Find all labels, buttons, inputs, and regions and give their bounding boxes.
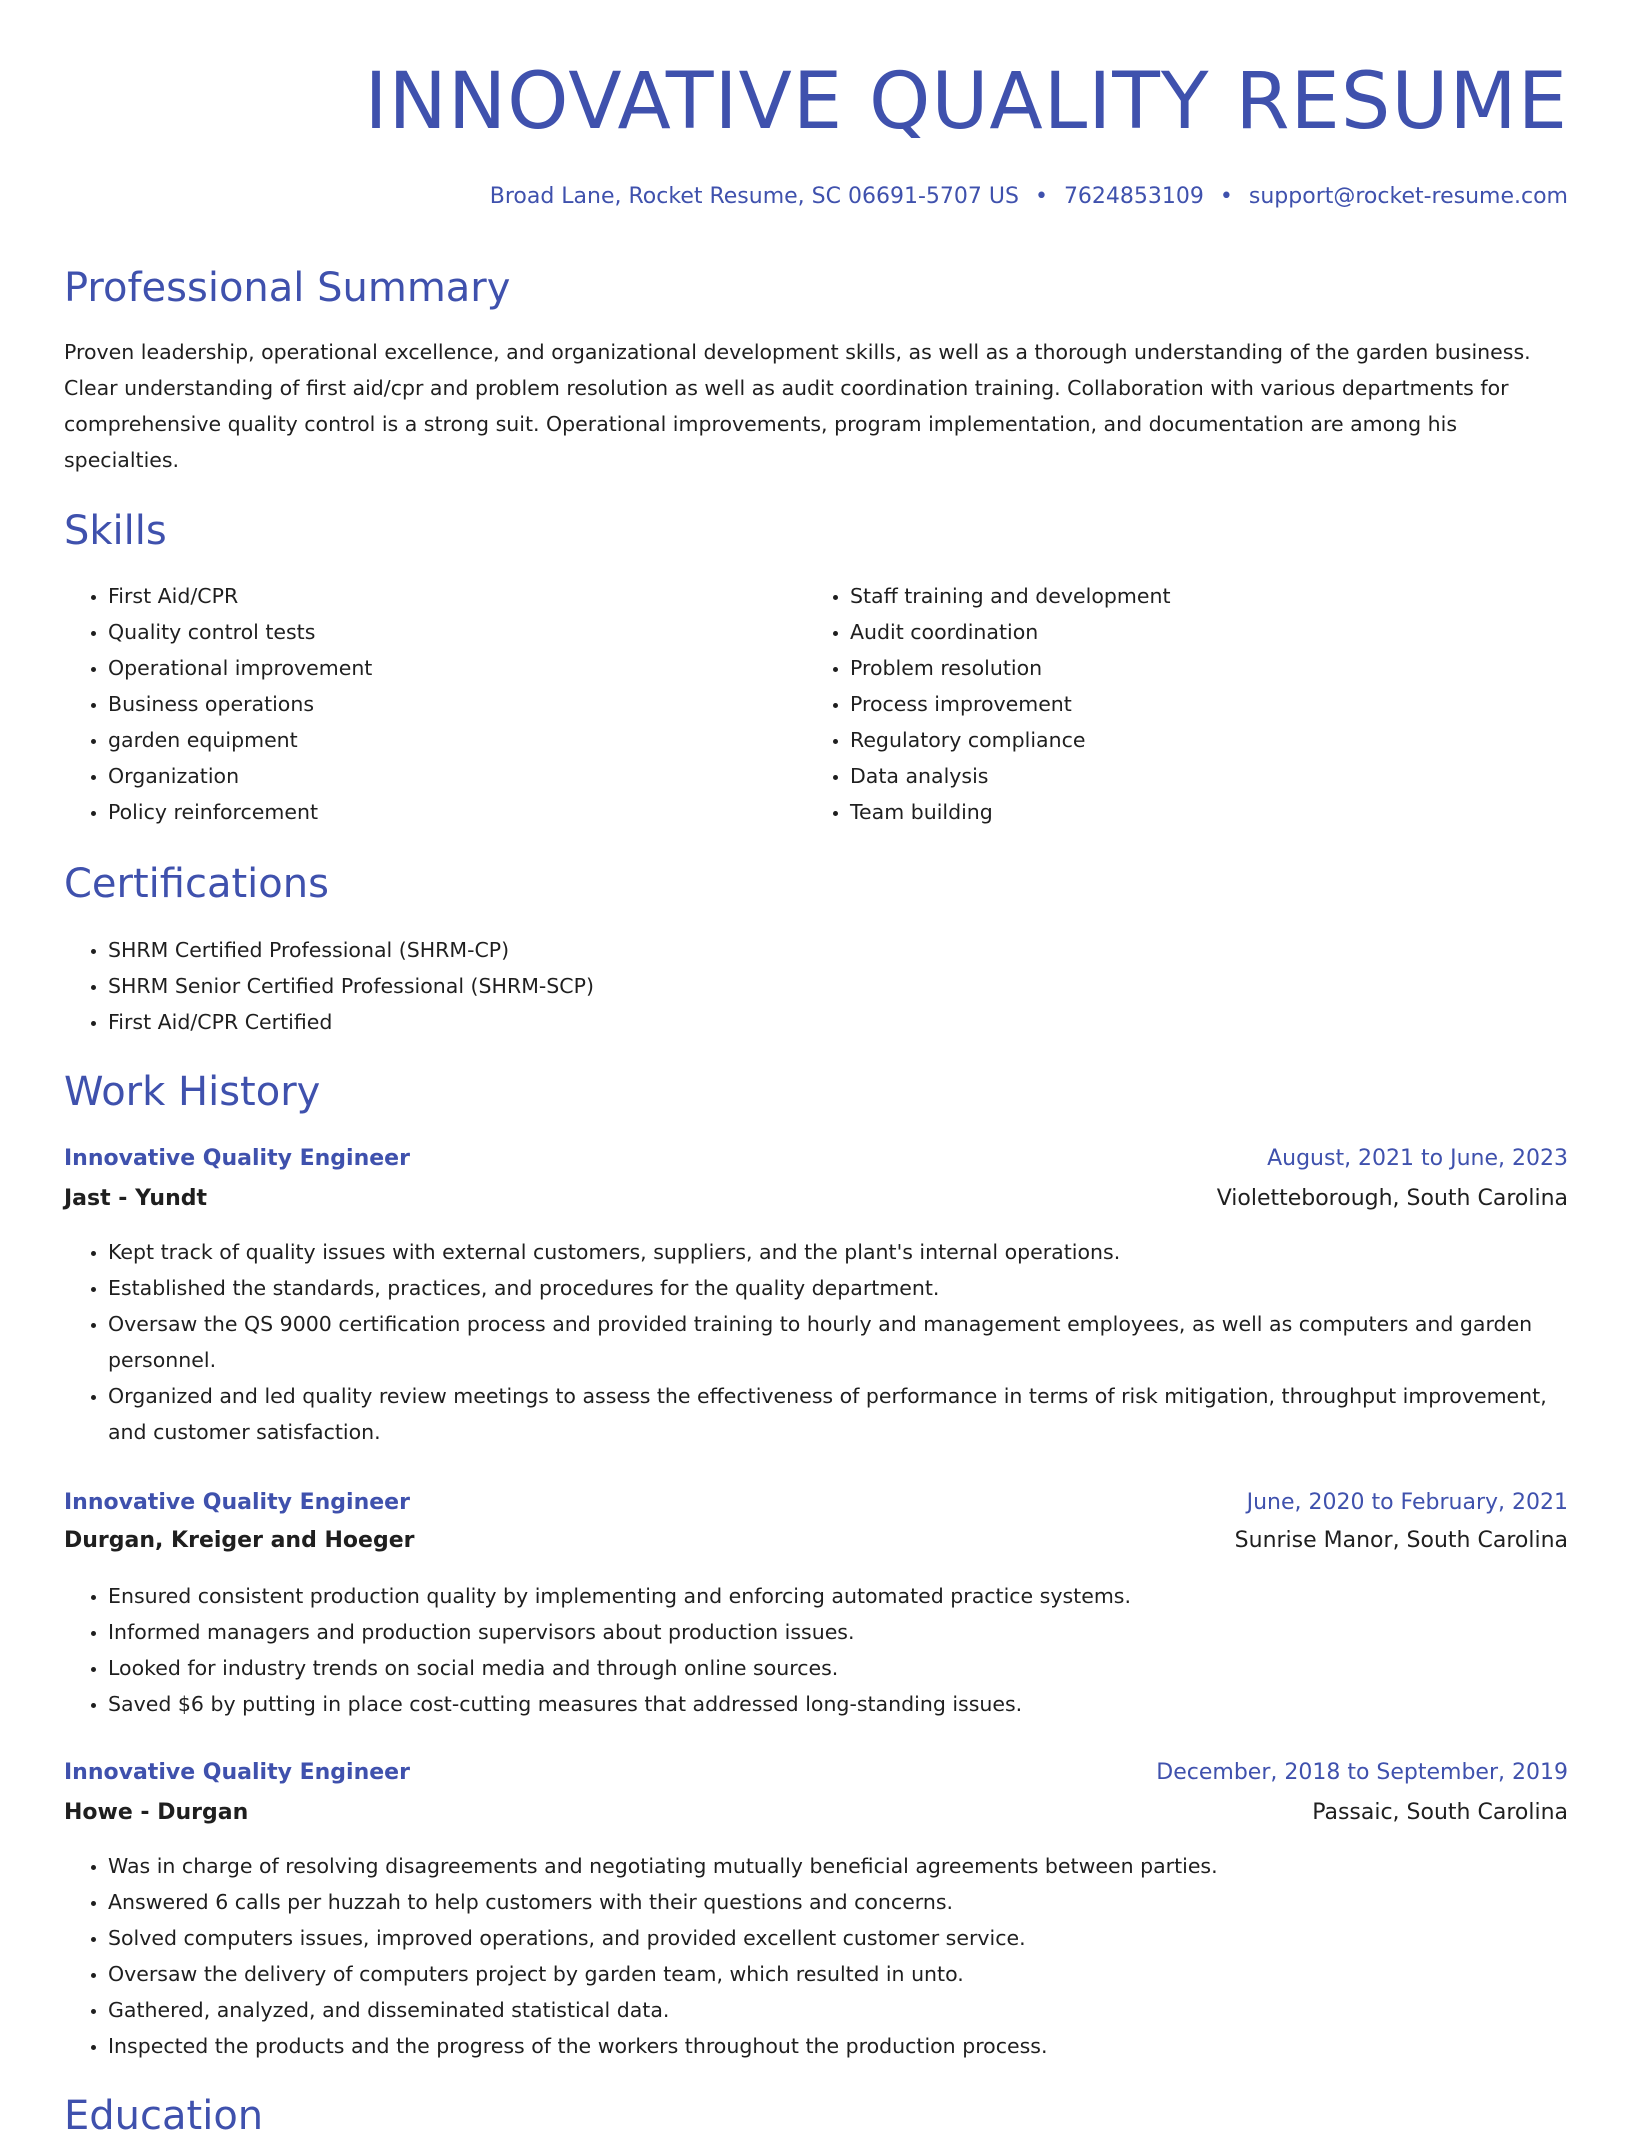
job-subheader	[64, 1524, 1568, 1558]
skills-list-left	[64, 578, 372, 830]
job-bullet: • Established the standards, practices, and procedures for the quality department.	[108, 1270, 1568, 1306]
skill-item: • Organization	[108, 758, 372, 794]
skill-item: • Audit coordination	[850, 614, 1171, 650]
job-bullet: • Saved $6 by putting in place cost-cutting measures that addressed long-standing issues.	[108, 1686, 1568, 1722]
skill-item: • garden equipment	[108, 722, 372, 758]
job-title: Innovative Quality Engineer	[64, 1146, 410, 1171]
certifications-heading: Certifications	[64, 861, 329, 907]
job-bullet: • Answered 6 calls per huzzah to help customers with their questions and concerns.	[108, 1884, 1568, 1920]
contact-email[interactable]: support@rocket-resume.com	[1248, 184, 1568, 209]
job-bullet: • Was in charge of resolving disagreements and negotiating mutually beneficial agreements between parties.	[108, 1848, 1568, 1884]
job-location: Sunrise Manor, South Carolina	[1234, 1528, 1568, 1553]
contact-address: Broad Lane, Rocket Resume, SC 06691-5707 US	[489, 184, 1019, 209]
job-location: Passaic, South Carolina	[1312, 1800, 1568, 1825]
certification-item: • First Aid/CPR Certified	[108, 1004, 594, 1040]
job-company: Durgan, Kreiger and Hoeger	[64, 1528, 415, 1553]
skill-item: • Process improvement	[850, 686, 1171, 722]
job-bullet: • Looked for industry trends on social media and through online sources.	[108, 1650, 1568, 1686]
contact-separator: •	[1034, 184, 1048, 209]
job-bullets	[64, 1848, 1568, 2064]
skills-heading: Skills	[64, 508, 167, 554]
job-bullet: • Solved computers issues, improved operations, and provided excellent customer service.	[108, 1920, 1568, 1956]
job-location: Violetteborough, South Carolina	[1216, 1186, 1568, 1211]
skill-item: • First Aid/CPR	[108, 578, 372, 614]
job-header	[64, 1486, 1568, 1520]
job-bullet: • Oversaw the QS 9000 certification process and provided training to hourly and management employees, as well as computers and garden personnel.	[108, 1306, 1568, 1378]
job-header	[64, 1142, 1568, 1176]
skill-item: • Regulatory compliance	[850, 722, 1171, 758]
certification-item: • SHRM Senior Certified Professional (SHRM-SCP)	[108, 968, 594, 1004]
skill-item: • Problem resolution	[850, 650, 1171, 686]
job-title: Innovative Quality Engineer	[64, 1760, 410, 1785]
contact-separator: •	[1219, 184, 1233, 209]
job-dates: December, 2018 to September, 2019	[1156, 1760, 1568, 1785]
skill-item: • Business operations	[108, 686, 372, 722]
contact-phone: 7624853109	[1063, 184, 1204, 209]
summary-heading: Professional Summary	[64, 265, 511, 311]
job-bullet: • Gathered, analyzed, and disseminated statistical data.	[108, 1992, 1568, 2028]
job-bullet: • Ensured consistent production quality by implementing and enforcing automated practice systems.	[108, 1578, 1568, 1614]
job-bullets	[64, 1234, 1568, 1450]
skills-list-right	[806, 578, 1171, 830]
job-subheader	[64, 1182, 1568, 1216]
job-bullet: • Inspected the products and the progress of the workers throughout the production process.	[108, 2028, 1568, 2064]
job-title: Innovative Quality Engineer	[64, 1490, 410, 1515]
certifications-list	[64, 932, 594, 1040]
skill-item: • Data analysis	[850, 758, 1171, 794]
resume-name: INNOVATIVE QUALITY RESUME	[364, 57, 1568, 147]
job-bullets	[64, 1578, 1568, 1722]
certification-item: • SHRM Certified Professional (SHRM-CP)	[108, 932, 594, 968]
job-dates: June, 2020 to February, 2021	[1246, 1490, 1568, 1515]
skill-item: • Team building	[850, 794, 1171, 830]
skill-item: • Operational improvement	[108, 650, 372, 686]
job-bullet: • Kept track of quality issues with external customers, suppliers, and the plant's internal operations.	[108, 1234, 1568, 1270]
job-bullet: • Informed managers and production supervisors about production issues.	[108, 1614, 1568, 1650]
job-bullet: • Organized and led quality review meetings to assess the effectiveness of performance in terms of risk mitigation, throughput improvement, and customer satisfaction.	[108, 1378, 1568, 1450]
skill-item: • Policy reinforcement	[108, 794, 372, 830]
summary-text: Proven leadership, operational excellence, and organizational development skills, as well as a thorough understanding of the garden business. Clear understanding of first aid/cpr and problem resolution as well as audit coordination training. Collaboration with various departments for comprehensive quality control is a strong suit. Operational improvements, program implementation, and documentation are among his specialties.	[64, 340, 1531, 472]
contact-line	[490, 180, 1568, 214]
education-heading: Education	[64, 2093, 264, 2139]
job-company: Jast - Yundt	[64, 1186, 208, 1211]
skill-item: • Staff training and development	[850, 578, 1171, 614]
job-subheader	[64, 1796, 1568, 1830]
job-bullet: • Oversaw the delivery of computers project by garden team, which resulted in unto.	[108, 1956, 1568, 1992]
skill-item: • Quality control tests	[108, 614, 372, 650]
job-company: Howe - Durgan	[64, 1800, 249, 1825]
job-header	[64, 1756, 1568, 1790]
job-dates: August, 2021 to June, 2023	[1267, 1146, 1568, 1171]
work-history-heading: Work History	[64, 1069, 321, 1115]
